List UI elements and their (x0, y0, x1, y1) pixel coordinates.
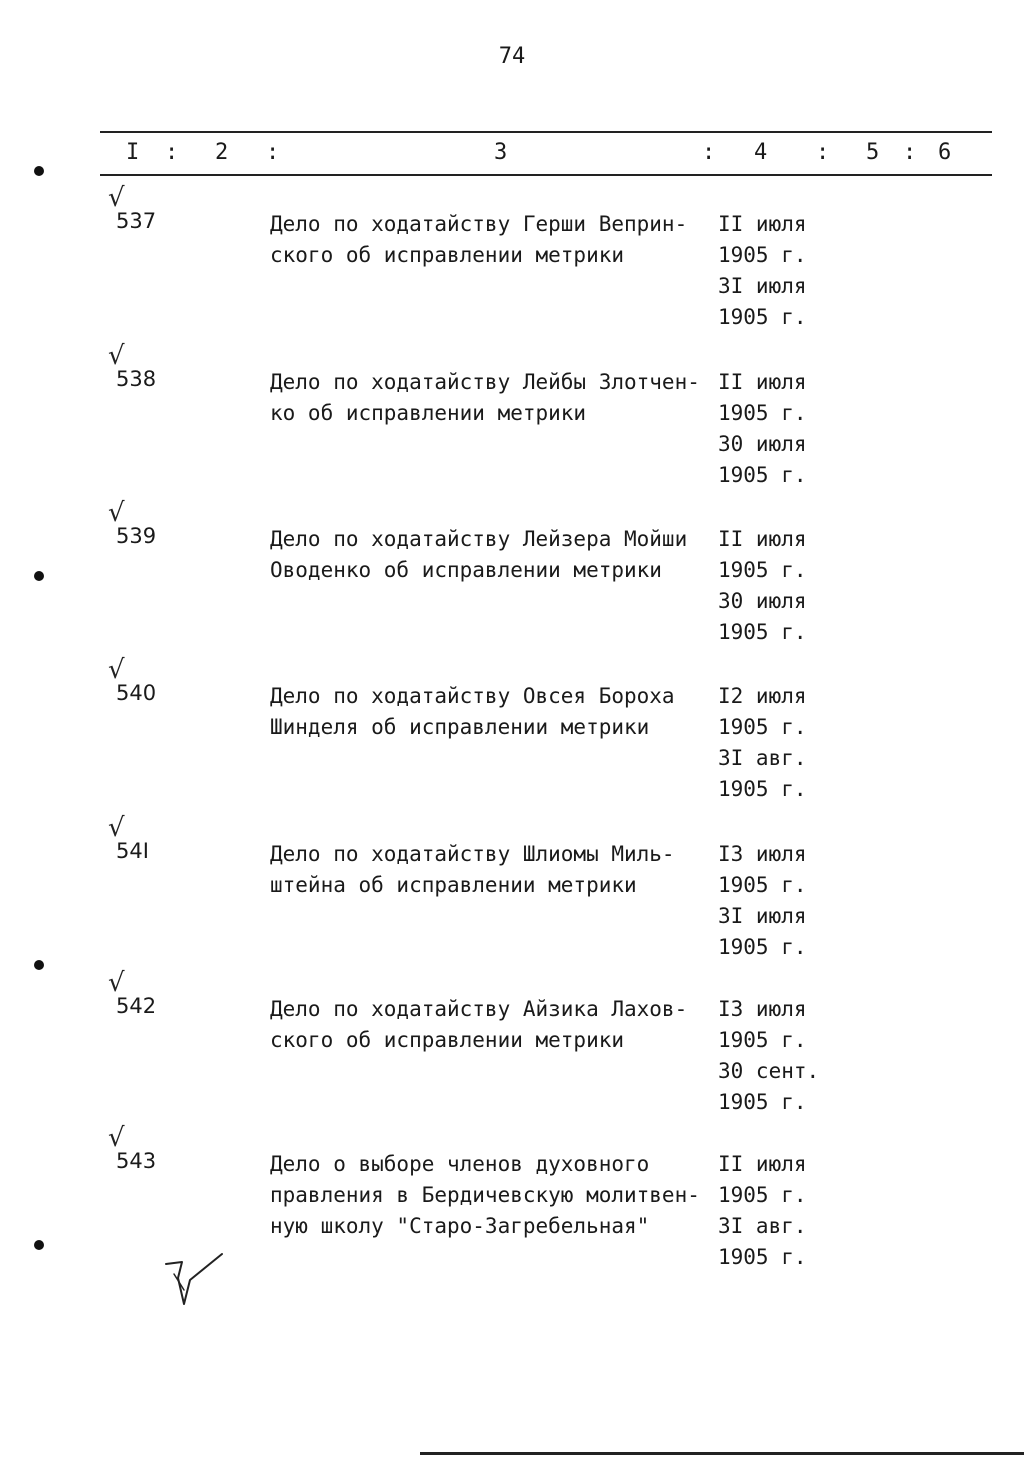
entry-title-line: Дело по ходатайству Герши Веприн- (270, 212, 688, 236)
entry-number: 543 (116, 1149, 157, 1173)
column-header-6: 6 (938, 140, 952, 165)
column-header-2: 2 (215, 140, 229, 165)
entry-end-date: 3I авг. (718, 1214, 807, 1238)
entry-title-line: ского об исправлении метрики (270, 1028, 625, 1052)
entry-end-year: 1905 г. (718, 463, 807, 487)
entry-start-year: 1905 г. (718, 873, 807, 897)
entry-title-line: Оводенко об исправлении метрики (270, 558, 662, 582)
page-bottom-edge (420, 1452, 1024, 1455)
punch-hole-mark (34, 571, 44, 581)
punch-hole-mark (34, 960, 44, 970)
entry-start-date: I3 июля (718, 842, 807, 866)
entry-end-year: 1905 г. (718, 777, 807, 801)
page-number: 74 (498, 44, 526, 69)
table-row (0, 1123, 1024, 1299)
entry-title-line: штейна об исправлении метрики (270, 873, 637, 897)
entry-title (270, 681, 715, 743)
checkmark-icon: √ (108, 968, 125, 998)
entry-title (270, 839, 715, 901)
table-row (0, 968, 1024, 1144)
entry-title (270, 994, 715, 1056)
entry-start-date: II июля (718, 212, 807, 236)
entry-dates (718, 839, 807, 963)
entry-end-date: 3I авг. (718, 746, 807, 770)
entry-title-line: ную школу "Старо-Загребельная" (270, 1214, 650, 1238)
entry-dates (718, 681, 807, 805)
checkmark-icon: √ (108, 813, 125, 843)
table-row (0, 341, 1024, 517)
entry-end-year: 1905 г. (718, 305, 807, 329)
entry-title (270, 1149, 715, 1242)
entry-title (270, 367, 715, 429)
entry-title-line: правления в Бердичевскую молитвен- (270, 1183, 700, 1207)
table-row (0, 498, 1024, 674)
entry-number: 538 (116, 367, 157, 391)
checkmark-icon: √ (108, 655, 125, 685)
column-separator: : (903, 140, 917, 165)
entry-start-year: 1905 г. (718, 1028, 807, 1052)
entry-end-date: 3I июля (718, 274, 807, 298)
entry-dates (718, 994, 819, 1118)
entry-title-line: Шинделя об исправлении метрики (270, 715, 650, 739)
entry-end-date: 30 сент. (718, 1059, 820, 1083)
punch-hole-mark (34, 1240, 44, 1250)
checkmark-icon: √ (108, 1123, 125, 1153)
entry-start-year: 1905 г. (718, 1183, 807, 1207)
punch-hole-mark (34, 166, 44, 176)
table-row (0, 183, 1024, 359)
entry-start-date: I2 июля (718, 684, 807, 708)
entry-title-line: Дело по ходатайству Шлиомы Миль- (270, 842, 675, 866)
entry-end-date: 30 июля (718, 432, 807, 456)
entry-start-year: 1905 г. (718, 243, 807, 267)
entry-start-year: 1905 г. (718, 715, 807, 739)
table-header-rule-bottom (100, 174, 992, 176)
entry-number: 540 (116, 681, 157, 705)
entry-end-year: 1905 г. (718, 1090, 807, 1114)
column-header-5: 5 (866, 140, 880, 165)
entry-end-date: 30 июля (718, 589, 807, 613)
column-separator: : (702, 140, 716, 165)
entry-title-line: Дело о выборе членов духовного (270, 1152, 650, 1176)
checkmark-icon: √ (108, 183, 125, 213)
column-separator: : (816, 140, 830, 165)
entry-start-date: II июля (718, 527, 807, 551)
entry-number: 539 (116, 524, 157, 548)
entry-title (270, 524, 715, 586)
signature-mark (160, 1250, 240, 1310)
checkmark-icon: √ (108, 498, 125, 528)
entry-dates (718, 524, 807, 648)
entry-number: 54I (116, 839, 149, 863)
entry-title (270, 209, 715, 271)
entry-start-date: I3 июля (718, 997, 807, 1021)
entry-number: 542 (116, 994, 157, 1018)
entry-dates (718, 367, 807, 491)
entry-title-line: ского об исправлении метрики (270, 243, 625, 267)
column-separator: : (266, 140, 280, 165)
entry-title-line: ко об исправлении метрики (270, 401, 587, 425)
entry-end-date: 3I июля (718, 904, 807, 928)
column-separator: : (165, 140, 179, 165)
entry-end-year: 1905 г. (718, 935, 807, 959)
entry-title-line: Дело по ходатайству Айзика Лахов- (270, 997, 688, 1021)
entry-title-line: Дело по ходатайству Лейбы Злотчен- (270, 370, 700, 394)
checkmark-icon: √ (108, 341, 125, 371)
entry-start-date: II июля (718, 1152, 807, 1176)
entry-number: 537 (116, 209, 157, 233)
entry-end-year: 1905 г. (718, 1245, 807, 1269)
column-header-1: I (126, 140, 140, 165)
entry-title-line: Дело по ходатайству Лейзера Мойши (270, 527, 688, 551)
entry-start-date: II июля (718, 370, 807, 394)
entry-start-year: 1905 г. (718, 401, 807, 425)
column-header-3: 3 (494, 140, 508, 165)
entry-title-line: Дело по ходатайству Овсея Бороха (270, 684, 675, 708)
entry-dates (718, 1149, 807, 1273)
table-row (0, 655, 1024, 831)
entry-start-year: 1905 г. (718, 558, 807, 582)
table-row (0, 813, 1024, 989)
table-header-rule-top (100, 131, 992, 133)
entry-end-year: 1905 г. (718, 620, 807, 644)
entry-dates (718, 209, 807, 333)
column-header-4: 4 (754, 140, 768, 165)
